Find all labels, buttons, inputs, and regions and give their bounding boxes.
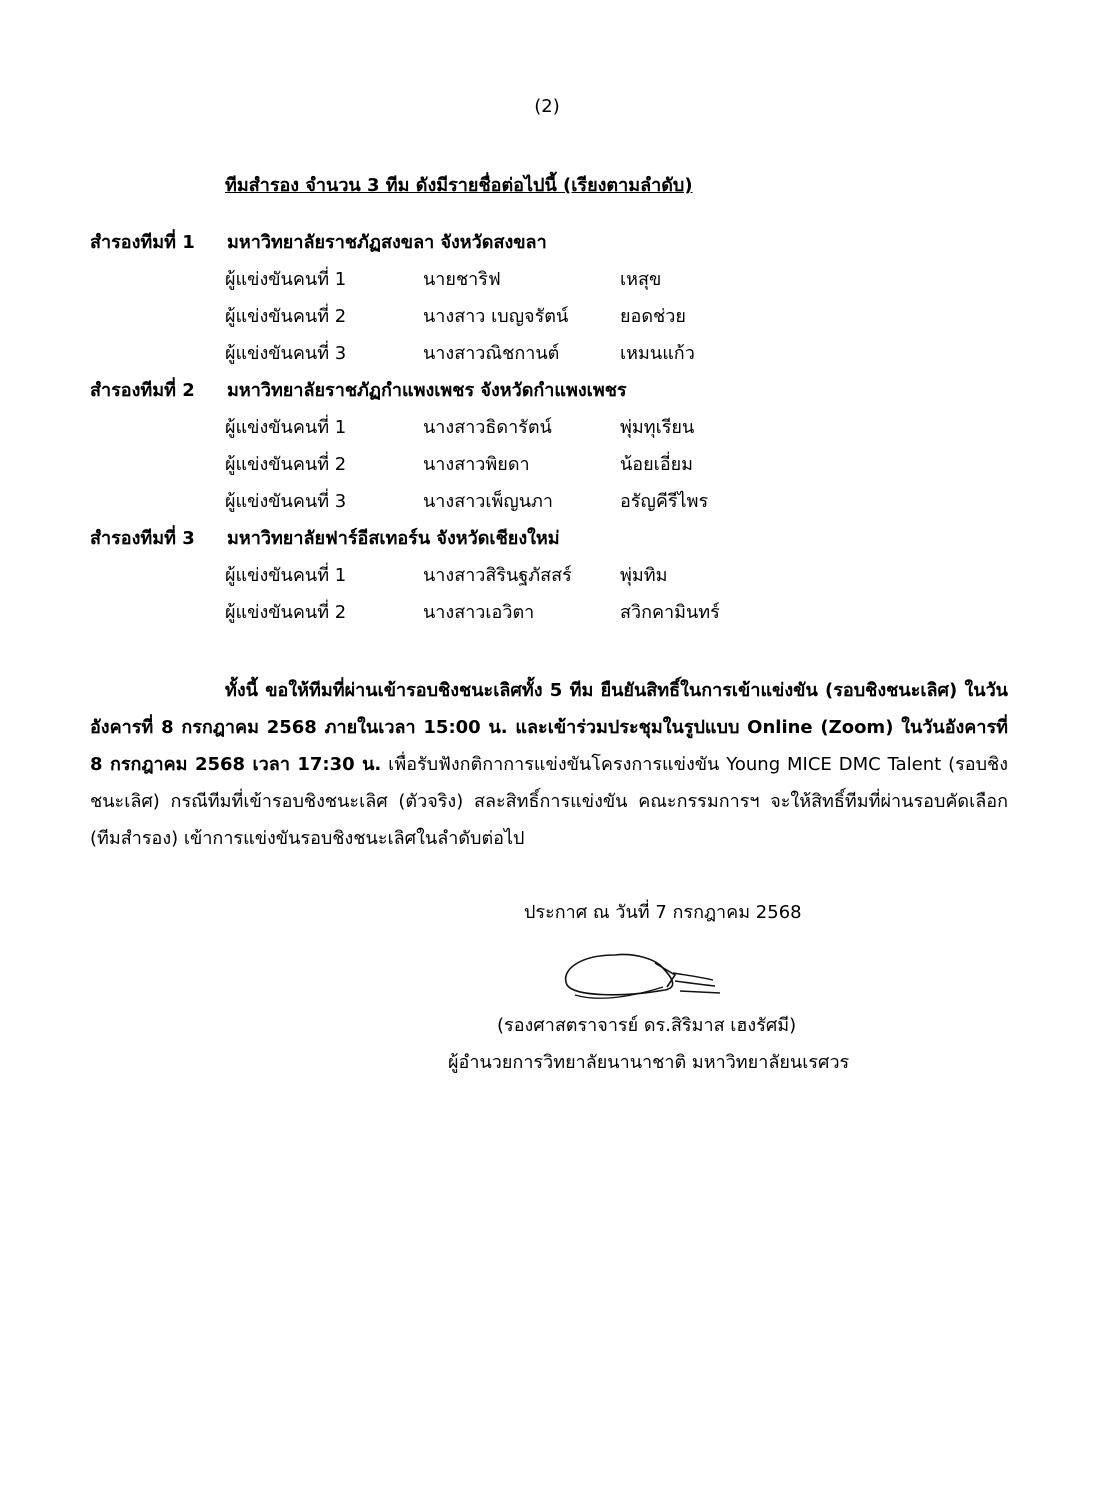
page-number: (2) [534,96,560,117]
signer-position: ผู้อำนวยการวิทยาลัยนานาชาติ มหาวิทยาลัยนเรศวร [448,1052,850,1073]
member-last-name: ยอดช่วย [620,306,686,327]
team-member-row [90,594,990,631]
member-last-name: พุ่มทิม [620,565,668,586]
team-member-row [90,557,990,594]
team-heading [90,372,990,409]
member-first-name: นายชาริฟ [423,269,501,290]
handwritten-signature [555,935,730,1005]
team-label: สำรองทีมที่ 1 [90,232,195,253]
team-heading [90,224,990,261]
team-member-row [90,409,990,446]
section-title: ทีมสำรอง จำนวน 3 ทีม ดังมีรายชื่อต่อไปนี้ (เรียงตามลำดับ) [225,175,693,196]
member-first-name: นางสาวณิชกานต์ [423,343,560,364]
member-role: ผู้แข่งขันคนที่ 2 [225,454,347,475]
member-role: ผู้แข่งขันคนที่ 3 [225,491,347,512]
member-last-name: สวิกคามินทร์ [620,602,720,623]
team-member-row [90,335,990,372]
member-last-name: อรัญคีรีไพร [620,491,709,512]
team-university: มหาวิทยาลัยราชภัฏกำแพงเพชร จังหวัดกำแพงเพชร [227,380,627,401]
member-last-name: พุ่มทุเรียน [620,417,695,438]
member-first-name: นางสาวสิรินฐภัสสร์ [423,565,572,586]
notice-bold-text: ทั้งนี้ ขอให้ทีมที่ผ่านเข้ารอบชิงชนะเลิศทั้ง 5 ทีม ยืนยันสิทธิ์ในการเข้าแข่งขัน (รอบชิงชนะเลิศ) ในวันอังคารที่ 8 กรกฎาคม 2568 ภายในเวลา 15:00 น. และเข้าร่วมประชุมในรูปแบบ Online (Zoom) ในวันอังคารที่ 8 กรกฎาคม 2568 เวลา 17:30 น. [90,680,1008,775]
announcement-date: ประกาศ ณ วันที่ 7 กรกฎาคม 2568 [524,902,802,923]
member-first-name: นางสาวพิยดา [423,454,530,475]
team-university: มหาวิทยาลัยราชภัฏสงขลา จังหวัดสงขลา [227,232,547,253]
team-member-row [90,298,990,335]
member-role: ผู้แข่งขันคนที่ 3 [225,343,347,364]
member-first-name: นางสาวธิดารัตน์ [423,417,552,438]
member-role: ผู้แข่งขันคนที่ 1 [225,269,347,290]
member-last-name: เหสุข [620,269,662,290]
member-role: ผู้แข่งขันคนที่ 2 [225,602,347,623]
member-last-name: เหมนแก้ว [620,343,695,364]
member-role: ผู้แข่งขันคนที่ 1 [225,565,347,586]
member-first-name: นางสาวเพ็ญนภา [423,491,554,512]
member-first-name: นางสาวเอวิตา [423,602,535,623]
signer-name: (รองศาสตราจารย์ ดร.สิริมาส เฮงรัศมี) [497,1015,797,1036]
member-last-name: น้อยเอี่ยม [620,454,694,475]
member-role: ผู้แข่งขันคนที่ 2 [225,306,347,327]
member-first-name: นางสาว เบญจรัตน์ [423,306,569,327]
reserve-teams-list [90,224,990,631]
team-heading [90,520,990,557]
team-university: มหาวิทยาลัยฟาร์อีสเทอร์น จังหวัดเชียงใหม่ [227,528,560,549]
notice-paragraph [90,672,1008,857]
team-label: สำรองทีมที่ 3 [90,528,195,549]
team-member-row [90,483,990,520]
member-role: ผู้แข่งขันคนที่ 1 [225,417,347,438]
team-label: สำรองทีมที่ 2 [90,380,195,401]
notice-body-text: เพื่อรับฟังกติกาการแข่งขันโครงการแข่งขัน Young MICE DMC Talent (รอบชิงชนะเลิศ) กรณีทีมที่เข้ารอบชิงชนะเลิศ (ตัวจริง) สละสิทธิ์การแข่งขัน คณะกรรมการฯ จะให้สิทธิ์ทีมที่ผ่านรอบคัดเลือก (ทีมสำรอง) เข้าการแข่งขันรอบชิงชนะเลิศในลำดับต่อไป [90,754,1009,849]
team-member-row [90,261,990,298]
team-member-row [90,446,990,483]
